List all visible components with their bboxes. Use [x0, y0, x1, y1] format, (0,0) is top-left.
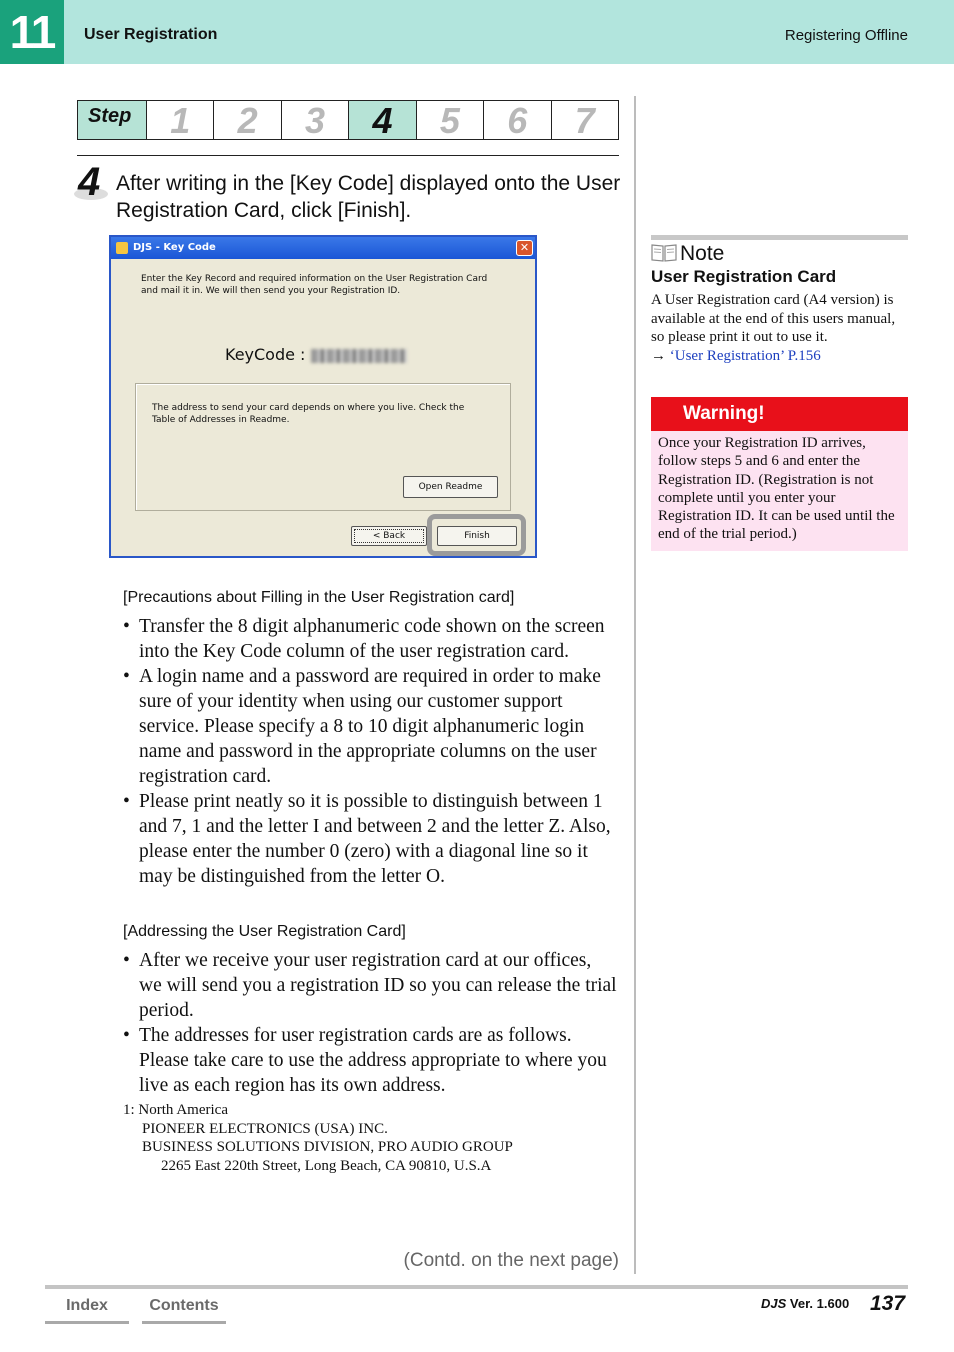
address-line: BUSINESS SOLUTIONS DIVISION, PRO AUDIO GROUP — [142, 1139, 513, 1155]
contents-link[interactable]: Contents — [142, 1296, 226, 1324]
arrow-icon: → — [651, 347, 670, 364]
precautions-list — [123, 614, 617, 889]
keycode-value-blurred — [311, 349, 407, 363]
step-progress-bar — [77, 100, 619, 140]
column-divider — [634, 96, 636, 1274]
subsection-title: Registering Offline — [784, 27, 908, 44]
version-number: Ver. 1.600 — [786, 1296, 850, 1311]
list-item: • After we receive your user registration card at our offices, we will send you a registration ID so you can release the trial period. — [123, 948, 617, 1023]
book-icon — [651, 242, 677, 262]
addressing-heading: [Addressing the User Registration Card] — [123, 923, 406, 940]
user-registration-link[interactable]: ‘User Registration’ P.156 — [669, 347, 821, 364]
version-label — [761, 1296, 849, 1311]
address-line: 1: North America — [123, 1102, 228, 1118]
page-number: 137 — [870, 1292, 906, 1315]
keycode-row — [225, 345, 407, 364]
step-2: 2 — [213, 101, 280, 139]
close-icon[interactable]: ✕ — [516, 240, 533, 256]
note-text: A User Registration card (A4 version) is available at the end of this users manual, so please print it out to use it. — [651, 292, 896, 345]
dialog-title: DJS - Key Code — [133, 242, 216, 253]
note-top-rule — [651, 235, 908, 240]
note-label: Note — [680, 242, 725, 265]
warning-title: Warning! — [651, 397, 908, 431]
keycode-label: KeyCode : — [225, 345, 306, 364]
product-name: DJS — [761, 1296, 787, 1311]
note-title: User Registration Card — [651, 267, 837, 286]
index-link[interactable]: Index — [45, 1296, 129, 1324]
group-line: The address to send your card depends on where you live. Check the — [152, 403, 465, 413]
finish-highlight-frame — [427, 514, 526, 556]
app-icon — [116, 242, 128, 254]
list-item: • A login name and a password are required in order to make sure of your identity when using our customer support service. Please specify a 8 to 10 digit alphanumeric login name and password in the appropriate columns on the user registration card. — [123, 664, 617, 789]
section-title: User Registration — [84, 26, 218, 43]
step-1: 1 — [146, 101, 213, 139]
step-instruction: After writing in the [Key Code] displayed onto the User Registration Card, click [Finish]. — [116, 172, 621, 222]
list-item: • Please print neatly so it is possible to distinguish between 1 and 7, 1 and the letter I and between 2 and the letter Z. Also, please enter the number 0 (zero) with a diagonal line so it may be distinguished from the letter O. — [123, 789, 617, 889]
chapter-number: 11 — [0, 0, 64, 64]
intro-line: and mail it in. We will then send you your Registration ID. — [141, 286, 401, 296]
open-readme-button[interactable]: Open Readme — [403, 476, 498, 498]
warning-body: Once your Registration ID arrives, follow steps 5 and 6 and enter the Registration ID. (Registration is not complete until you enter your Registration ID. It can be used until the end of the trial period.) — [651, 431, 908, 551]
address-info-text — [152, 402, 492, 426]
step-4-current: 4 — [348, 101, 415, 139]
list-item: • Transfer the 8 digit alphanumeric code shown on the screen into the Key Code column of the user registration card. — [123, 614, 617, 664]
note-body — [651, 291, 908, 365]
addressing-list — [123, 948, 617, 1098]
key-code-dialog-screenshot — [109, 235, 537, 558]
footer-rule — [45, 1285, 908, 1289]
page-header — [0, 0, 954, 64]
address-line: 2265 East 220th Street, Long Beach, CA 90810, U.S.A — [161, 1157, 492, 1174]
step-6: 6 — [483, 101, 550, 139]
divider — [77, 155, 619, 156]
list-item: • The addresses for user registration cards are as follows. Please take care to use the address appropriate to where you live as each region has its own address. — [123, 1023, 617, 1098]
address-line: PIONEER ELECTRONICS (USA) INC. — [142, 1120, 388, 1137]
dialog-titlebar — [111, 237, 535, 259]
step-5: 5 — [416, 101, 483, 139]
north-america-address — [123, 1101, 513, 1175]
dialog-intro-text — [141, 273, 521, 297]
step-3: 3 — [281, 101, 348, 139]
intro-line: Enter the Key Record and required information on the User Registration Card — [141, 274, 488, 284]
step-label: Step — [78, 101, 146, 139]
group-line: Table of Addresses in Readme. — [152, 415, 290, 425]
step-7: 7 — [551, 101, 618, 139]
back-button[interactable]: < Back — [351, 526, 427, 546]
step-number: 4 — [78, 160, 101, 204]
precautions-heading: [Precautions about Filling in the User Registration card] — [123, 589, 515, 606]
continued-note: (Contd. on the next page) — [403, 1250, 619, 1271]
finish-button[interactable]: Finish — [437, 526, 517, 546]
